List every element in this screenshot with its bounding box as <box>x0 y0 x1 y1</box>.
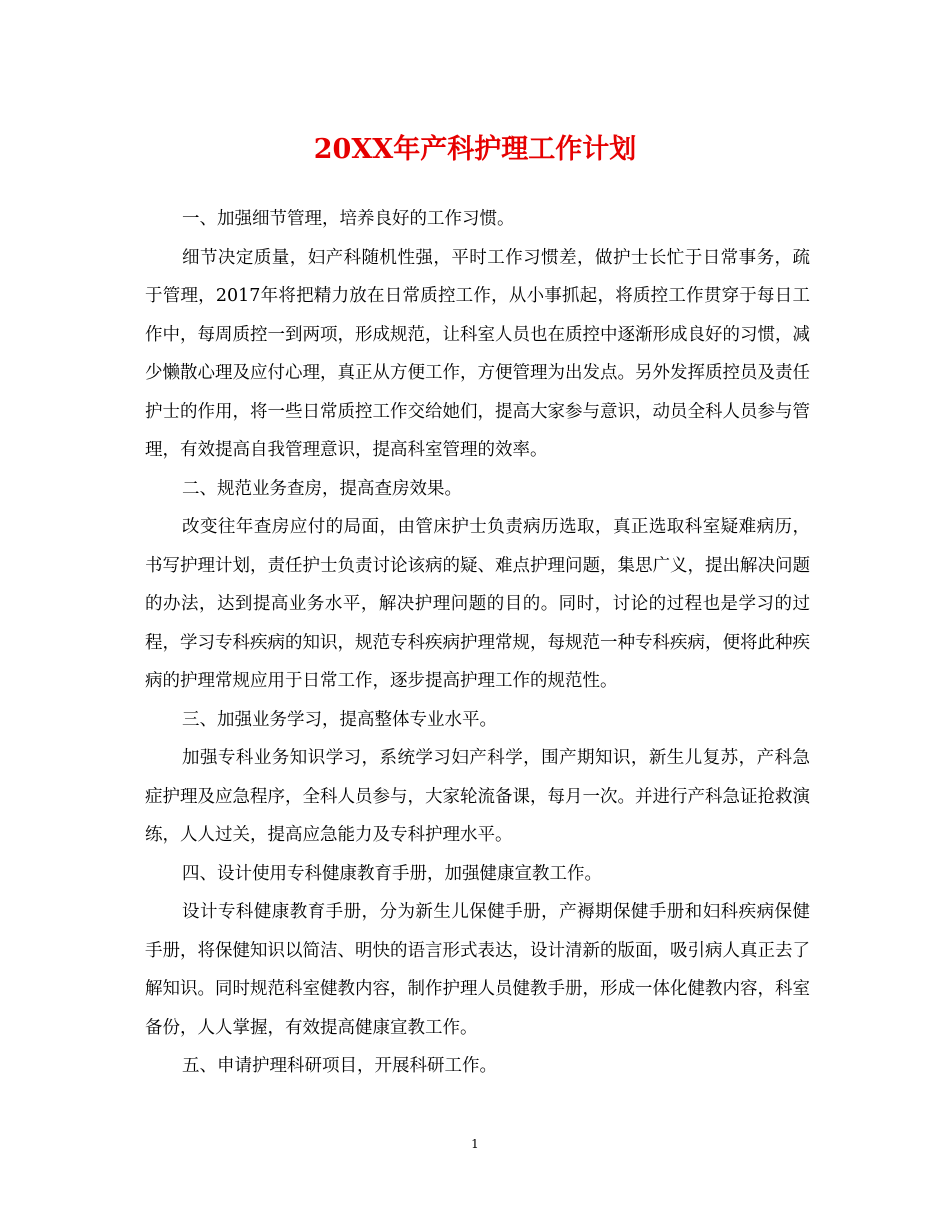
document-body <box>145 200 810 1086</box>
page-number: 1 <box>471 1137 479 1151</box>
section-heading-3: 三、加强业务学习，提高整体专业水平。 <box>182 709 497 730</box>
section-heading-5: 五、申请护理科研项目，开展科研工作。 <box>182 1056 497 1076</box>
section-heading-1: 一、加强细节管理，培养良好的工作习惯。 <box>182 209 515 229</box>
document-title: 20XX年产科护理工作计划 <box>313 134 637 165</box>
section-body-3: 加强专科业务知识学习，系统学习妇产科学，围产期知识，新生儿复苏，产科急症护理及应急程序，全科人员参与，大家轮流备课，每月一次。并进行产科急证抢救演练，人人过关，提高应急能力及专科护理水平。 <box>145 748 810 845</box>
section-body-4: 设计专科健康教育手册，分为新生儿保健手册，产褥期保健手册和妇科疾病保健手册，将保健知识以简洁、明快的语言形式表达，设计清新的版面，吸引病人真正去了解知识。同时规范科室健教内容，制作护理人员健教手册，形成一体化健教内容，科室备份，人人掌握，有效提高健康宣教工作。 <box>145 902 810 1038</box>
section-heading-2: 二、规范业务查房，提高查房效果。 <box>182 478 462 499</box>
section-body-2: 改变往年查房应付的局面，由管床护士负责病历选取，真正选取科室疑难病历，书写护理计划，责任护士负责讨论该病的疑、难点护理问题，集思广义，提出解决问题的办法，达到提高业务水平，解决护理问题的目的。同时，讨论的过程也是学习的过程，学习专科疾病的知识，规范专科疾病护理常规，每规范一种专科疾病，便将此种疾病的护理常规应用于日常工作，逐步提高护理工作的规范性。 <box>145 517 810 691</box>
section-heading-4: 四、设计使用专科健康教育手册，加强健康宣教工作。 <box>182 863 602 884</box>
section-body-1: 细节决定质量，妇产科随机性强，平时工作习惯差，做护士长忙于日常事务，疏于管理，2017年将把精力放在日常质控工作，从小事抓起，将质控工作贯穿于每日工作中，每周质控一到两项，形成规范，让科室人员也在质控中逐渐形成良好的习惯，减少懒散心理及应付心理，真正从方便工作，方便管理为出发点。另外发挥质控员及责任护士的作用，将一些日常质控工作交给她们，提高大家参与意识，动员全科人员参与管理，有效提高自我管理意识，提高科室管理的效率。 <box>145 247 810 460</box>
